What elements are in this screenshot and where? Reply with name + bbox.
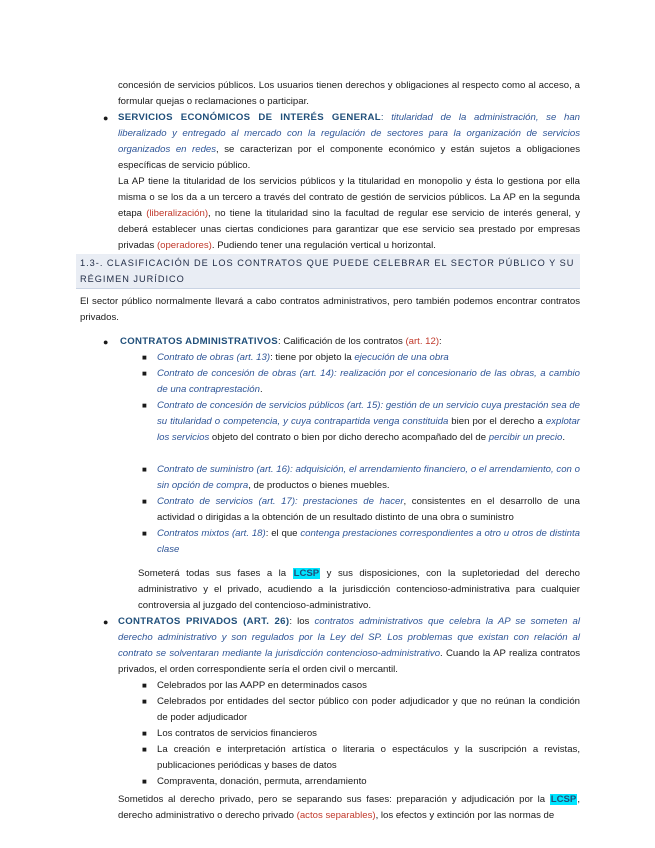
admin-title: CONTRATOS ADMINISTRATIVOS — [120, 336, 278, 347]
list-item — [157, 350, 580, 366]
lcsp-highlight: LCSP — [550, 794, 577, 805]
item-italic: contenga prestaciones correspondientes a otro u otros de distinta clase — [157, 528, 581, 555]
bullet-icon: ● — [103, 617, 109, 627]
item-italic: Contrato de suministro (art. 16): adquisición, el arrendamiento financiero, o el arrendamiento, con o sin opción de compra — [157, 464, 580, 491]
admin-somete-paragraph — [138, 566, 580, 614]
square-bullet-icon: ■ — [142, 369, 147, 378]
admin-colon: : — [277, 336, 284, 347]
square-bullet-icon: ■ — [142, 353, 147, 362]
item-italic: ejecución de una obra — [354, 352, 449, 363]
somete-text-1: Someterá todas sus fases a la — [138, 568, 293, 579]
list-item — [157, 366, 580, 398]
item-text: , de productos o bienes muebles. — [248, 480, 390, 491]
ap-text-1: La AP tiene la titularidad de los servicios públicos y la titularidad en monopolio y ésta lo gestiona por ella misma o se los da a un tercero a través del contrato de gestión de servicios públicos. La AP en la segunda etapa — [118, 176, 580, 219]
list-item — [157, 494, 580, 526]
square-bullet-icon: ■ — [142, 497, 147, 506]
item-text: : el que — [265, 528, 301, 539]
priv-title: CONTRATOS PRIVADOS (ART. 26) — [118, 616, 290, 627]
square-bullet-icon: ■ — [142, 777, 147, 786]
list-item: Celebrados por las AAPP en determinados casos — [157, 680, 367, 691]
ap-text-2: , no tiene la titularidad sino la facultad de regular ese servicio de interés general, y deberá establecer unas ciertas condiciones para garantizar que ese servicio sea prestado por empresas privadas — [118, 208, 580, 251]
admin-heading — [120, 334, 580, 350]
item-text: . — [562, 432, 565, 443]
list-item: Los contratos de servicios financieros — [157, 728, 317, 739]
priv-paragraph — [118, 614, 580, 678]
priv-rest: . Cuando la AP realiza contratos privados, el orden correspondiente sería el orden civil o mercantil. — [118, 648, 580, 675]
ap-text-3: . Pudiendo tener una regulación vertical u horizontal. — [211, 240, 436, 251]
item-italic: Contrato de concesión de obras (art. 14): realización por el concesionario de las obras, a cambio de una contraprestación — [157, 368, 580, 395]
item-italic: Contrato de servicios (art. 17): prestaciones de hacer — [157, 496, 404, 507]
paragraph-concesion: concesión de servicios públicos. Los usuarios tienen derechos y obligaciones al respecto como al acceso, a formular quejas o reclamaciones o participar. — [118, 80, 580, 107]
item-italic: Contrato de obras (art. 13) — [157, 352, 271, 363]
square-bullet-icon: ■ — [142, 465, 147, 474]
seig-title: SERVICIOS ECONÓMICOS DE INTERÉS GENERAL — [118, 112, 381, 123]
list-item — [157, 398, 580, 446]
square-bullet-icon: ■ — [142, 729, 147, 738]
list-item: Celebrados por entidades del sector público con poder adjudicador y que no reúnan la condición de poder adjudicador — [157, 696, 580, 723]
priv-definition: contratos administrativos que celebra la AP se someten al derecho administrativo y son regulados por la Ley del SP. Los problemas que existan con relación al contrato se solventaran mediante la jurisdicción contencioso-administrativo — [118, 616, 581, 659]
square-bullet-icon: ■ — [142, 529, 147, 538]
item-italic: Contratos mixtos (art. 18) — [157, 528, 266, 539]
seig-rest: , se caracterizan por el componente económico y están sujetos a obligaciones específicas de servicio público. — [118, 144, 580, 171]
item-text: . — [259, 384, 263, 395]
operadores-label: (operadores) — [156, 240, 212, 251]
list-item: Compraventa, donación, permuta, arrendamiento — [157, 776, 367, 787]
list-item: La creación e interpretación artística o literaria o espectáculos y la suscripción a revistas, publicaciones periódicas y bases de datos — [157, 744, 580, 771]
liberalizacion-label: (liberalización) — [146, 208, 209, 219]
intro-paragraph: El sector público normalmente llevará a cabo contratos administrativos, pero también podemos encontrar contratos privados. — [80, 296, 580, 323]
item-italic: explotar los servicios — [157, 416, 580, 443]
bullet-icon: ● — [103, 113, 109, 123]
list-item — [157, 526, 580, 558]
sometidos-text-1: Sometidos al derecho privado, pero se separando sus fases: preparación y adjudicación por la — [118, 794, 550, 805]
item-text: bien por el derecho a — [448, 416, 546, 427]
lcsp-highlight: LCSP — [293, 568, 320, 579]
seig-paragraph — [118, 110, 580, 174]
section-heading-box — [76, 254, 580, 289]
item-text: objeto del contrato o bien por dicho derecho acompañado del de — [209, 432, 489, 443]
actos-separables-label: (actos separables) — [296, 810, 376, 821]
priv-colon: : los — [289, 616, 315, 627]
section-heading: 1.3-. CLASIFICACIÓN DE LOS CONTRATOS QUE PUEDE CELEBRAR EL SECTOR PÚBLICO Y SU RÉGIMEN JURÍDICO — [80, 258, 575, 284]
sometidos-text-3: , los efectos y extinción por las normas de — [375, 810, 555, 821]
item-text: : tiene por objeto la — [270, 352, 355, 363]
somete-text-2: y sus disposiciones, con la supletoriedad del derecho administrativo y el privado, acudiendo a la jurisdicción contencioso-administrativa para cualquier controversia al juzgado del contencioso-administrativo. — [138, 568, 581, 611]
sometidos-text-2: , derecho administrativo o derecho privado — [118, 794, 580, 821]
seig-definition: titularidad de la administración, se han liberalizado y entregado al mercado con la regulación de sectores para la organización de servicios organizados en redes — [118, 112, 580, 155]
list-item — [157, 462, 580, 494]
admin-art: (art. 12) — [405, 336, 440, 347]
seig-colon: : — [380, 112, 392, 123]
square-bullet-icon: ■ — [142, 681, 147, 690]
priv-sometidos-paragraph — [118, 792, 580, 824]
admin-end: : — [439, 336, 442, 347]
ap-paragraph — [118, 174, 580, 254]
item-text: , consistentes en el desarrollo de una actividad o dirigidas a la obtención de un resultado distinto de una obra o suministro — [157, 496, 580, 523]
square-bullet-icon: ■ — [142, 745, 147, 754]
item-italic: Contrato de concesión de servicios públicos (art. 15): gestión de un servicio cuya prestación sea de su titularidad o competencia, y cuya contrapartida venga constituida — [157, 400, 580, 427]
admin-calif: Calificación de los contratos — [283, 336, 406, 347]
square-bullet-icon: ■ — [142, 697, 147, 706]
square-bullet-icon: ■ — [142, 401, 147, 410]
bullet-icon: ● — [103, 337, 109, 347]
item-italic: percibir un precio — [488, 432, 563, 443]
